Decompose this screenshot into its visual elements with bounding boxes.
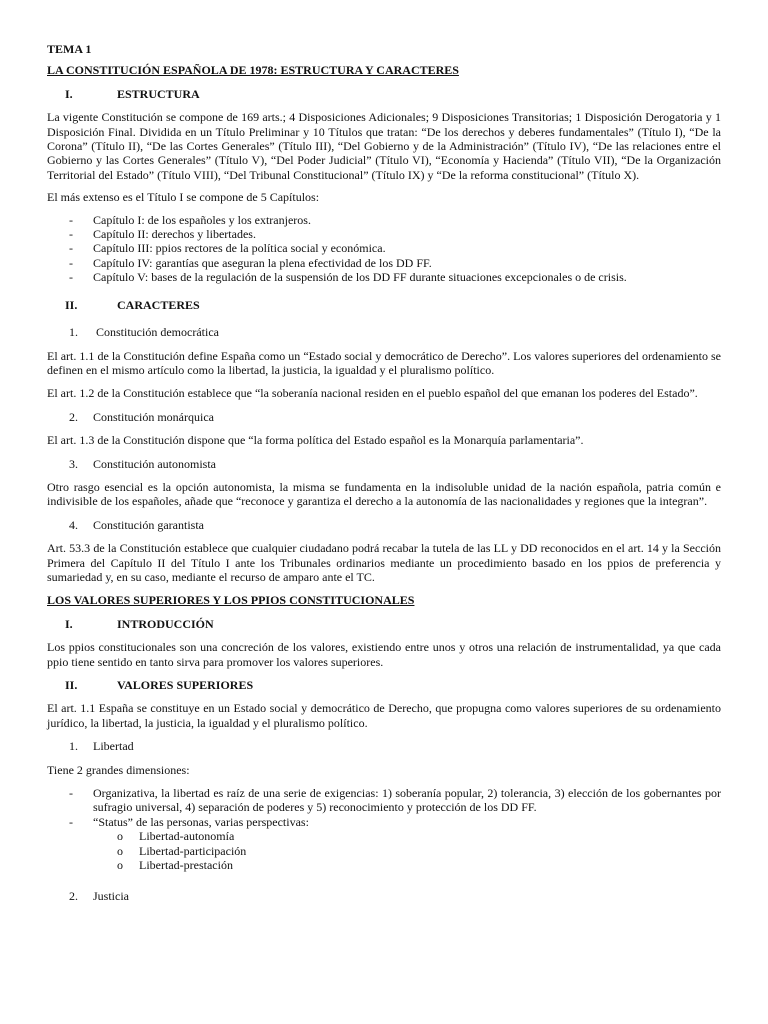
section-introduccion-heading (47, 617, 721, 631)
section-title: CARACTERES (117, 297, 200, 312)
subsection-title: Constitución democrática (96, 325, 219, 340)
section-number: II. (65, 678, 78, 692)
dimensiones-list (47, 786, 721, 829)
subsection-democratica (47, 325, 721, 339)
paragraph-autonomista: Otro rasgo esencial es la opción autonomista, la misma se fundamenta en la indisoluble unidad de la nación española, patria común e indivisible de los españoles, añade que “reconoce y garantiza el derecho a la autonomía de las nacionalidades y regiones que la integran”. (47, 479, 721, 509)
subsection-monarquica (47, 410, 721, 424)
subsection-number: 4. (69, 517, 78, 532)
subsection-title: Constitución monárquica (93, 409, 214, 424)
dash-marker: - (69, 212, 73, 227)
subsection-number: 3. (69, 456, 78, 471)
subsection-autonomista (47, 457, 721, 471)
list-item: - Capítulo III: ppios rectores de la política social y económica. (47, 241, 721, 255)
subsection-justicia (47, 889, 721, 903)
subsection-garantista (47, 518, 721, 532)
main-title: LA CONSTITUCIÓN ESPAÑOLA DE 1978: ESTRUCTURA Y CARACTERES (47, 63, 459, 78)
subsection-number: 2. (69, 409, 78, 424)
section-number: II. (65, 297, 78, 312)
list-item: - Organizativa, la libertad es raíz de una serie de exigencias: 1) soberanía popular, 2) tolerancia, 3) elección de los gobernantes por sufragio universal, 4) separación de poderes y 5) reconocimiento y protección de los DD FF. (47, 786, 721, 815)
second-title: LOS VALORES SUPERIORES Y LOS PPIOS CONSTITUCIONALES (47, 593, 415, 608)
list-item: - “Status” de las personas, varias perspectivas: (47, 815, 721, 829)
status-list (47, 829, 721, 872)
dash-marker: - (69, 241, 73, 256)
section-number: I. (65, 616, 73, 631)
section-title: VALORES SUPERIORES (117, 678, 254, 692)
subsection-number: 1. (69, 325, 78, 340)
dash-marker: - (69, 786, 73, 801)
paragraph-introduccion: Los ppios constitucionales son una concreción de los valores, existiendo entre unos y otros una relación de instrumentalidad, ya que cada ppio tiene sentido en tanto sirva para promover los valores superiores. (47, 640, 721, 669)
paragraph-art-1-3: El art. 1.3 de la Constitución dispone que “la forma política del Estado español es la Monarquía parlamentaria”. (47, 433, 584, 448)
paragraph-art-53-3: Art. 53.3 de la Constitución establece que cualquier ciudadano podrá recabar la tutela de las LL y DD reconocidos en el art. 14 y la Sección Primera del Capítulo II del Título I ante los Tribunales ordinarios mediante un procedimiento basado en los ppios de preferencia y sumariedad y, en su caso, mediante el recurso de amparo ante el TC. (47, 541, 721, 584)
paragraph-titulo-i: El más extenso es el Título I se compone de 5 Capítulos: (47, 190, 320, 205)
list-item: - Capítulo IV: garantías que aseguran la plena efectividad de los DD FF. (47, 256, 721, 270)
subsection-title: Justicia (93, 889, 129, 904)
paragraph-valores: El art. 1.1 España se constituye en un Estado social y democrático de Derecho, que propugna como valores superiores de su ordenamiento jurídico, la libertad, la justicia, la igualdad y el pluralismo político. (47, 701, 721, 730)
circle-marker: o (117, 829, 123, 844)
subsection-title: Constitución garantista (93, 517, 204, 532)
paragraph-art-1-2: El art. 1.2 de la Constitución establece que “la soberanía nacional residen en el pueblo español del que emanan los poderes del Estado”. (47, 386, 698, 401)
dash-marker: - (69, 814, 73, 829)
section-estructura-heading (47, 87, 721, 101)
paragraph-dimensiones: Tiene 2 grandes dimensiones: (47, 762, 190, 777)
section-caracteres-heading (47, 298, 721, 312)
subsection-title: Libertad (93, 739, 134, 754)
list-item: - Capítulo II: derechos y libertades. (47, 227, 721, 241)
section-valores-heading (47, 678, 721, 692)
list-item: - Capítulo V: bases de la regulación de la suspensión de los DD FF durante situaciones excepcionales o de crisis. (47, 270, 721, 284)
subsection-title: Constitución autonomista (93, 456, 216, 471)
paragraph-estructura: La vigente Constitución se compone de 169 arts.; 4 Disposiciones Adicionales; 9 Disposiciones Transitorias; 1 Disposición Derogatoria y 1 Disposición Final. Dividida en un Título Preliminar y 10 Títulos que tratan: “De los derechos y deberes fundamentales” (Título I), “De la Corona” (Título II), “De las Cortes Generales” (Título III), “Del Gobierno y de la Administración” (Título IV), “De las relaciones entre el Gobierno y las Cortes Generales” (Título V), “Del Poder Judicial” (Título VI), “Economía y Hacienda” (Título VII), “De la Organización Territorial del Estado” (Título VIII), “Del Tribunal Constitucional” (Título IX) y “De la reforma constitucional” (Título X). (47, 110, 721, 182)
dash-marker: - (69, 227, 73, 242)
section-title: INTRODUCCIÓN (117, 616, 214, 631)
capitulos-list (47, 213, 721, 285)
circle-marker: o (117, 843, 123, 858)
subsection-number: 2. (69, 889, 78, 904)
section-number: I. (65, 86, 73, 101)
list-item: o Libertad-participación (117, 843, 247, 858)
paragraph-art-1-1: El art. 1.1 de la Constitución define España como un “Estado social y democrático de Derecho”. Los valores superiores del ordenamiento se definen en el mismo artículo como la libertad, la justicia, la igualdad y el pluralismo político. (47, 348, 721, 377)
subsection-libertad (47, 739, 721, 753)
list-item: o Libertad-prestación (117, 858, 233, 873)
list-item: - Capítulo I: de los españoles y los extranjeros. (47, 213, 721, 227)
dash-marker: - (69, 255, 73, 270)
section-title: ESTRUCTURA (117, 86, 200, 101)
tema-heading: TEMA 1 (47, 42, 92, 56)
list-item: o Libertad-autonomía (117, 829, 235, 844)
dash-marker: - (69, 270, 73, 285)
subsection-number: 1. (69, 739, 78, 754)
circle-marker: o (117, 858, 123, 873)
